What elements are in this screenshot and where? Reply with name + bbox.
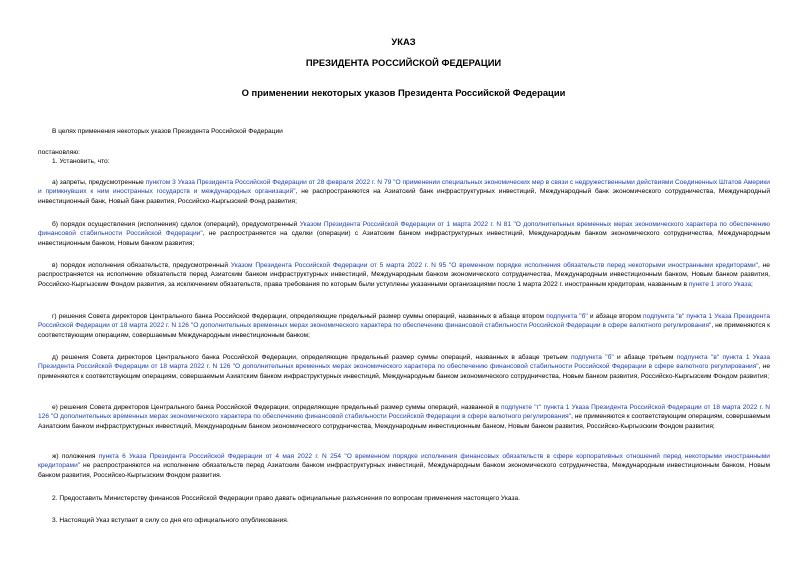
subclause-d-link[interactable]: подпункта "б" (570, 354, 614, 361)
subclause-zh-link[interactable]: пункта 6 Указа Президента Российской Федерации от 4 мая 2022 г. N 254 "О временном порядке исполнения финансовых обязательств в сфере корпоративных отношений перед некоторыми иностранными кредиторами" (38, 453, 770, 470)
subclause-v (38, 261, 770, 289)
subclause-b (38, 220, 770, 248)
subclause-b-link[interactable]: Указом Президента Российской Федерации от 1 марта 2022 г. N 81 "О дополнительных временных мерах экономического характера по обеспечению финансовой стабильности Российской Федерации" (38, 221, 770, 238)
issuer-title: ПРЕЗИДЕНТА РОССИЙСКОЙ ФЕДЕРАЦИИ (305, 57, 502, 68)
subclause-v-text: в) порядок исполнения обязательств, предусмотренный (52, 262, 231, 269)
doc-type-title: УКАЗ (391, 36, 416, 47)
subclause-a (38, 178, 770, 206)
subclause-a-link[interactable]: пунктом 3 Указа Президента Российской Федерации от 28 февраля 2022 г. N 79 "О применении специальных экономических мер в связи с недружественными действиями Соединенных Штатов Америки и примкнувших к ним иностранных государств и международных организаций" (38, 179, 770, 196)
subclause-d (38, 353, 770, 381)
clause-1-heading: 1. Установить, что: (52, 158, 110, 165)
subclause-v-link-2[interactable]: пункте 1 этого Указа (688, 280, 751, 288)
subclause-g-link-2[interactable]: подпункта "в" пункта 1 Указа Президента Российской Федерации от 18 марта 2022 г. N 126 "О дополнительных временных мерах экономического характера по обеспечению финансовой стабильности Российской Федерации в сфере валютного регулирования" (38, 313, 770, 330)
subclause-e-link[interactable]: подпункте "г" пункта 1 Указа Президента Российской Федерации от 18 марта 2022 г. N 126 "О дополнительных временных мерах экономического характера по обеспечению финансовой стабильности Российской Федерации в сфере валютного регулирования" (38, 404, 770, 421)
intro-paragraph: В целях применения некоторых указов Президента Российской Федерации (52, 128, 283, 135)
subclause-v-link[interactable]: Указом Президента Российской Федерации от 5 марта 2022 г. N 95 "О временном порядке исполнения обязательств перед некоторыми иностранными кредиторами" (230, 262, 758, 269)
subclause-a-text: а) запреты, предусмотренные (52, 179, 146, 186)
subclause-d-text: д) решения Совета директоров Центрального банка Российской Федерации, определяющие предельный размер суммы операций, названных в абзаце третьем (52, 354, 571, 361)
subclause-b-text: б) порядок осуществления (исполнения) сделок (операций), предусмотренный (52, 221, 300, 228)
decree-title: О применении некоторых указов Президента Российской Федерации (241, 87, 566, 98)
subclause-g-text-3: , не применяются к соответствующим операциям, совершаемым Международным инвестиционным банком; (38, 322, 770, 339)
subclause-zh (38, 452, 770, 480)
subclause-g-text-2: и абзаце втором (587, 313, 643, 320)
subclause-zh-text-2: не распространяются на исполнение обязательств перед Азиатским банком инфраструктурных инвестиций, Международным банком экономического сотрудничества, Международным инвестиционным банком, Новым банком развития, Российско-Кыргызским Фондом развития. (38, 462, 770, 479)
subclause-d-text-2: и абзаце третьем (613, 354, 677, 361)
subclause-g-text: г) решения Совета директоров Центрального банка Российской Федерации, определяющие предельный размер суммы операций, названных в абзаце втором (52, 313, 547, 320)
subclause-b-text-2: , не распространяется на сделки (операции) с Азиатским банком инфраструктурных инвестиций, Международным банком экономического сотрудничества, Международным инвестиционным банком, Новым банком развития; (38, 230, 771, 247)
clause-3: 3. Настоящий Указ вступает в силу со дня его официального опубликования. (52, 517, 289, 524)
subclause-e (38, 403, 770, 431)
subclause-zh-text: ж) положения (52, 453, 99, 460)
subclause-e-text-2: , не применяются к соответствующим операциям, совершаемым Азиатским банком инфраструктурных инвестиций, Международным банком экономического сотрудничества, Международным инвестиционным банком, Новым банком развития, Российско-Кыргызским Фондом развития; (38, 413, 770, 430)
subclause-e-text: е) решения Совета директоров Центрального банка Российской Федерации, определяющие предельный размер суммы операций, названной в (52, 404, 502, 411)
decree-word: постановляю: (38, 149, 81, 156)
subclause-v-text-2: , не распространяется на исполнение обязательств перед Азиатским банком инфраструктурных инвестиций, Международным банком экономического сотрудничества, Международным инвестиционным банком, Новым банком развития, Российско-Кыргызским Фондом развития, за исключением обязательств, права требования по которым были уступлены указанными организациями после 1 марта 2022 г. иностранным кредиторам, названным в (38, 262, 770, 288)
subclause-d-text-3: , не применяются к соответствующим операциям, совершаемым Азиатским банком инфраструктурных инвестиций, Международным банком экономического сотрудничества, Новым банком развития, Российско-Кыргызским Фондом развития; (38, 363, 771, 380)
clause-2: 2. Предоставить Министерству финансов Российской Федерации право давать официальные разъяснения по вопросам применения настоящего Указа. (52, 495, 520, 502)
subclause-d-link-2[interactable]: подпункта "в" пункта 1 Указа Президента Российской Федерации от 18 марта 2022 г. N 126 "О дополнительных временных мерах экономического характера по обеспечению финансовой стабильности Российской Федерации в сфере валютного регулирования" (38, 354, 770, 371)
subclause-v-text-3: ; (751, 280, 753, 288)
subclause-g-link[interactable]: подпункта "б" (546, 313, 588, 320)
subclause-g (38, 312, 770, 340)
subclause-a-text-2: , не распространяются на Азиатский банк инфраструктурных инвестиций, Международный банк экономического сотрудничества, Международный инвестиционный банк, Новый банк развития, Российско-Кыргызский Фонд развития; (38, 188, 770, 205)
